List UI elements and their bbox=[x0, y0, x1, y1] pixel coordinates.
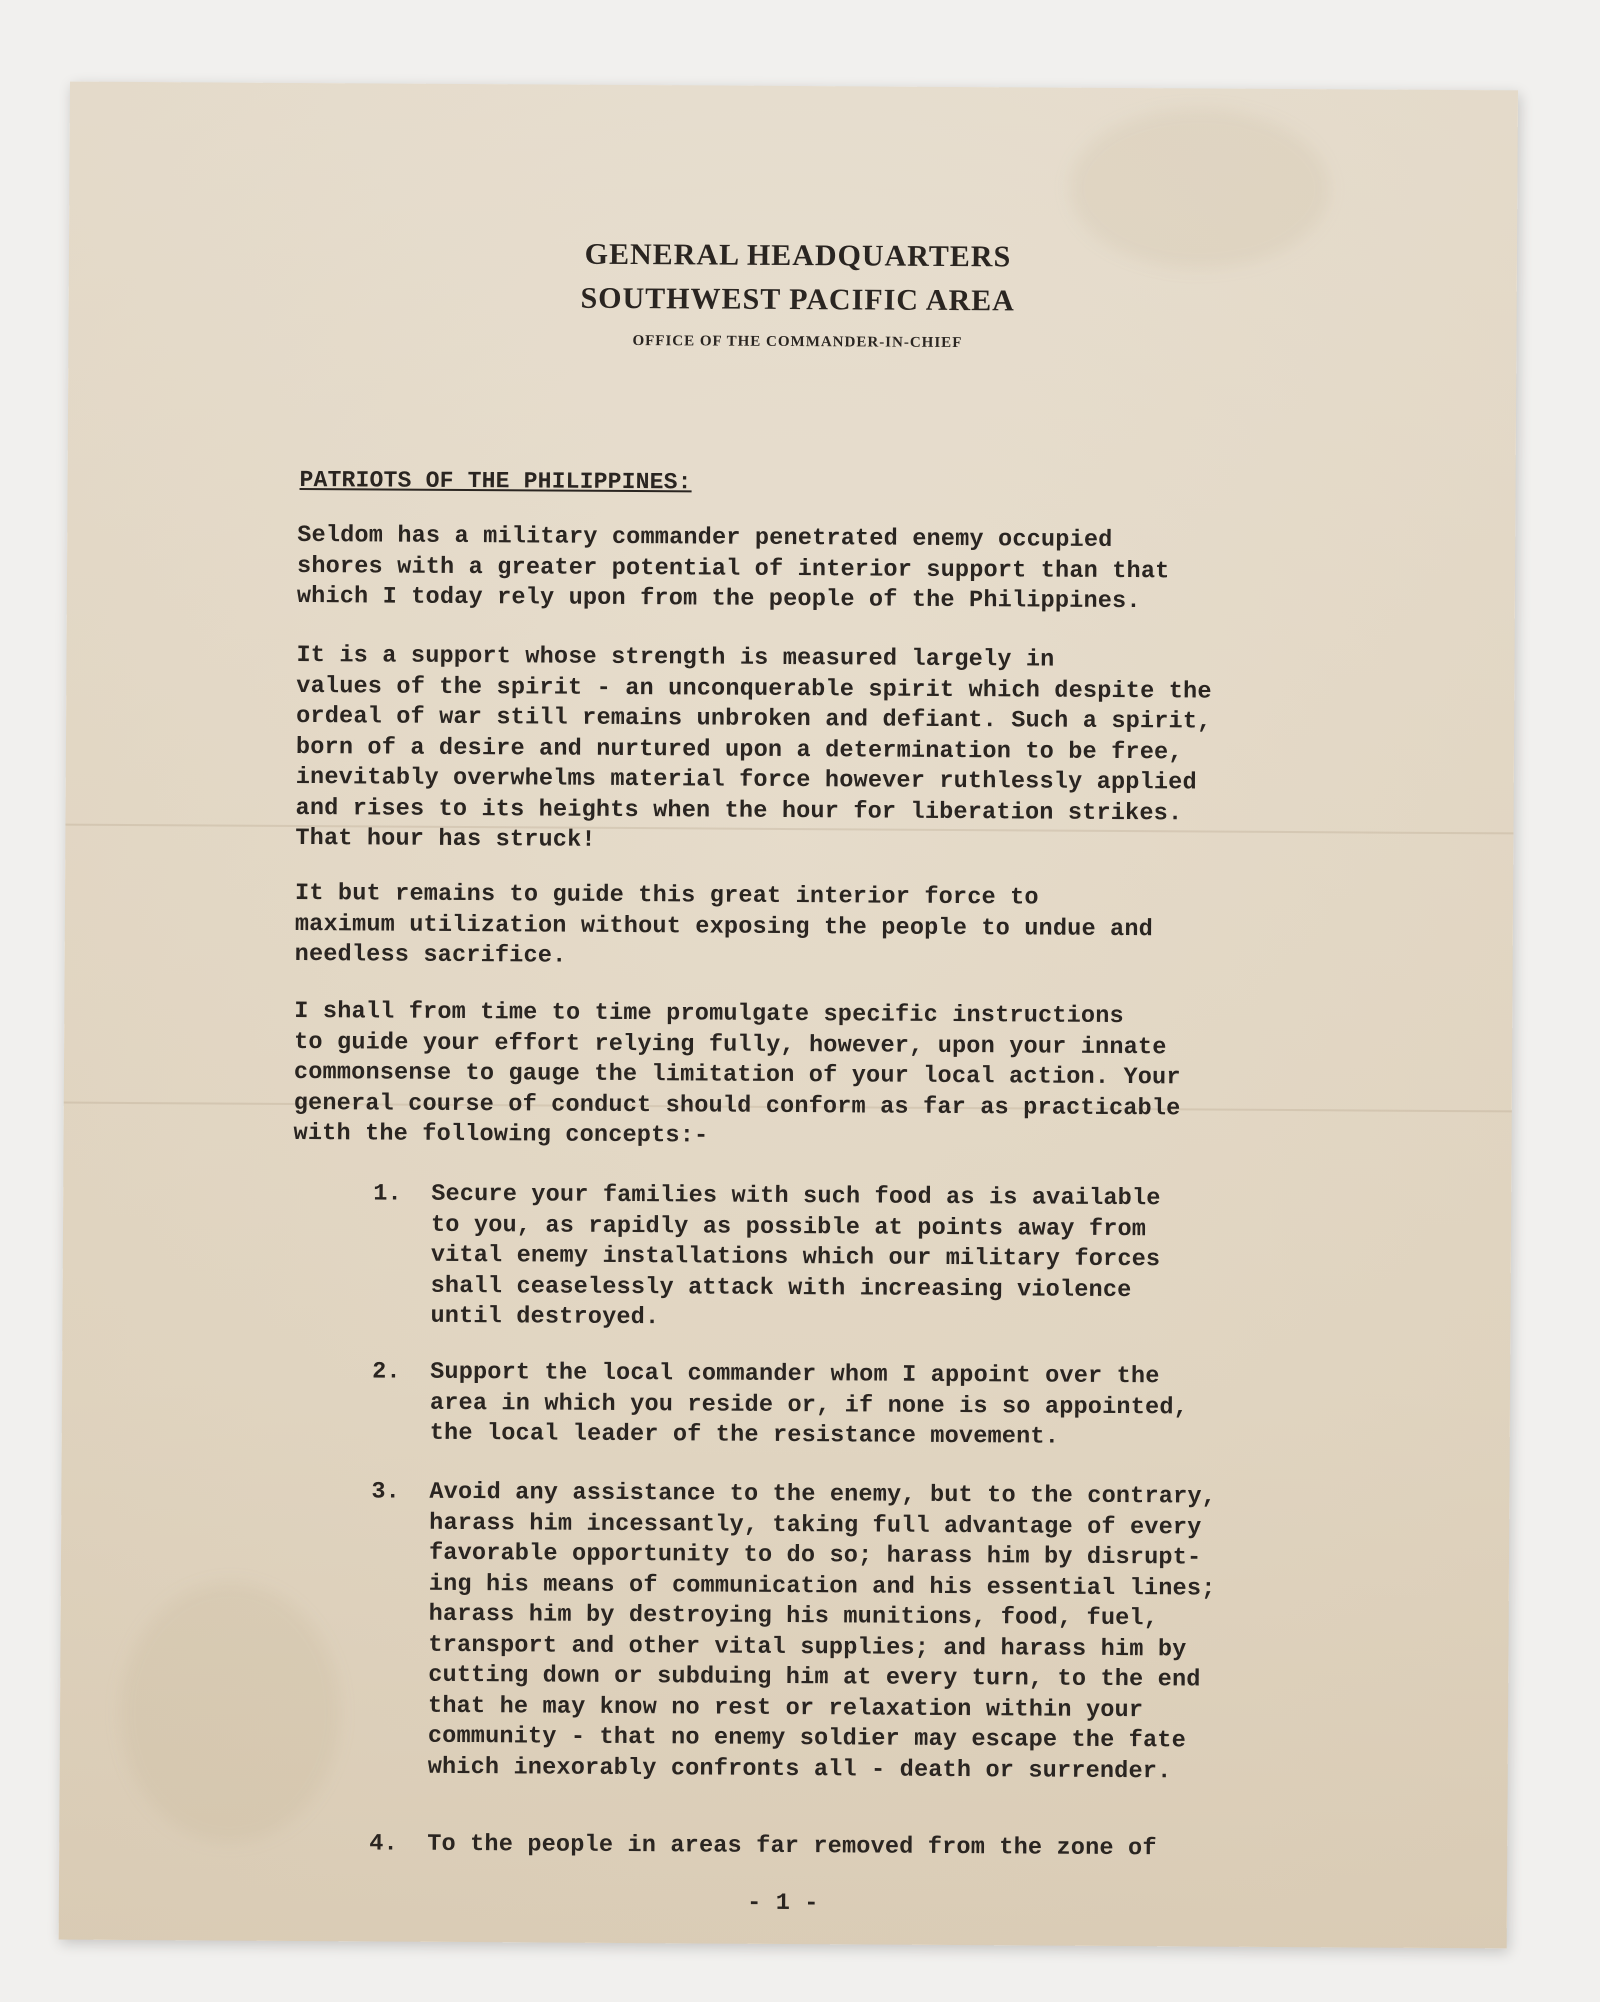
list-item-text: Secure your families with such food as is available to you, as rapidly as possible at points away from vital enemy installations which our military forces shall ceaselessly attack with increasing violence until destroyed. bbox=[430, 1180, 1161, 1332]
letterhead-area: SOUTHWEST PACIFIC AREA bbox=[580, 281, 1015, 318]
letterhead bbox=[68, 230, 1517, 367]
salutation: PATRIOTS OF THE PHILIPPINES: bbox=[299, 466, 692, 496]
paragraph-2: It is a support whose strength is measured largely in values of the spirit - an unconquerable spirit which despite the ordeal of war still remains unbroken and defiant. Such a spirit, born of a desire and nurtured upon a determination to be free, inevitably overwhelms material force however ruthlessly applied and rises to its heights when the hour for liberation strikes. That hour has struck! bbox=[295, 641, 1212, 854]
list-item-3 bbox=[371, 1477, 1351, 1785]
list-item-number: 3. bbox=[371, 1478, 401, 1506]
paragraph-3: It but remains to guide this great interior force to maximum utilization without exposing the people to undue and needless sacrifice. bbox=[294, 879, 1154, 970]
list-item-text: Support the local commander whom I appoint over the area in which you reside or, if none is so appointed, the local leader of the resistance movement. bbox=[429, 1358, 1189, 1451]
paragraph-4: I shall from time to time promulgate specific instructions to guide your effort relying fully, however, upon your innate commonsense to gauge the limitation of your local action. Your general course of conduct should conform as far as practicable with the following concepts:- bbox=[293, 997, 1181, 1150]
list-item-4 bbox=[369, 1829, 1349, 1863]
list-item-text: Avoid any assistance to the enemy, but to the contrary, harass him incessantly, taking full advantage of every favorable opportunity to do so; harass him by disrupt- ing his means of communication and his essential lines; harass him by destroying his munitions, food, fuel, transport and other vital supplies; and harass him by cutting down or subduing him at every turn, to the end that he may know no rest or relaxation within your community - that no enemy soldier may escape the fate which inexorably confronts all - death or surrender. bbox=[427, 1478, 1217, 1785]
list-item-2 bbox=[372, 1357, 1352, 1451]
document-page bbox=[59, 82, 1518, 1949]
page-number: - 1 - bbox=[747, 1889, 819, 1918]
list-item-number: 2. bbox=[372, 1358, 401, 1386]
list-item-number: 4. bbox=[369, 1830, 398, 1858]
paragraph-1: Seldom has a military commander penetrated enemy occupied shores with a greater potential of interior support than that which I today rely upon from the people of the Philippines. bbox=[296, 521, 1170, 616]
paper-stain bbox=[119, 1582, 341, 1843]
letterhead-office: OFFICE OF THE COMMANDER-IN-CHIEF bbox=[632, 333, 963, 352]
list-item-text: To the people in areas far removed from the zone of bbox=[427, 1830, 1157, 1863]
list-item-1 bbox=[373, 1179, 1353, 1332]
letterhead-title: GENERAL HEADQUARTERS bbox=[584, 237, 1012, 274]
list-item-number: 1. bbox=[373, 1180, 402, 1208]
